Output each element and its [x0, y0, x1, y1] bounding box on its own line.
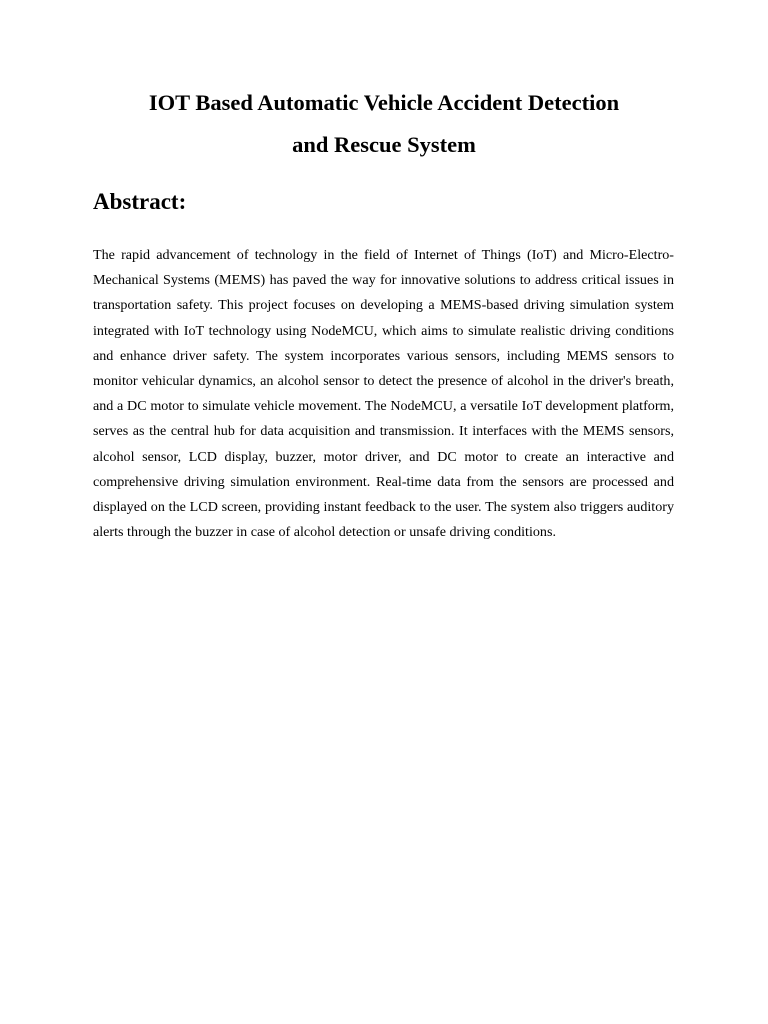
title-line-1: IOT Based Automatic Vehicle Accident Detection — [148, 90, 620, 115]
document-title — [0, 82, 768, 166]
title-line-2: and Rescue System — [292, 132, 476, 157]
abstract-heading: Abstract: — [93, 189, 187, 214]
abstract-paragraph: The rapid advancement of technology in the field of Internet of Things (IoT) and Micro-Electro-Mechanical Systems (MEMS) has paved the way for innovative solutions to address critical issues in transportation safety. This project focuses on developing a MEMS-based driving simulation system integrated with IoT technology using NodeMCU, which aims to simulate realistic driving conditions and enhance driver safety. The system incorporates various sensors, including MEMS sensors to monitor vehicular dynamics, an alcohol sensor to detect the presence of alcohol in the driver's breath, and a DC motor to simulate vehicle movement. The NodeMCU, a versatile IoT development platform, serves as the central hub for data acquisition and transmission. It interfaces with the MEMS sensors, alcohol sensor, LCD display, buzzer, motor driver, and DC motor to create an interactive and comprehensive driving simulation environment. Real-time data from the sensors are processed and displayed on the LCD screen, providing instant feedback to the user. The system also triggers auditory alerts through the buzzer in case of alcohol detection or unsafe driving conditions. — [93, 247, 674, 541]
